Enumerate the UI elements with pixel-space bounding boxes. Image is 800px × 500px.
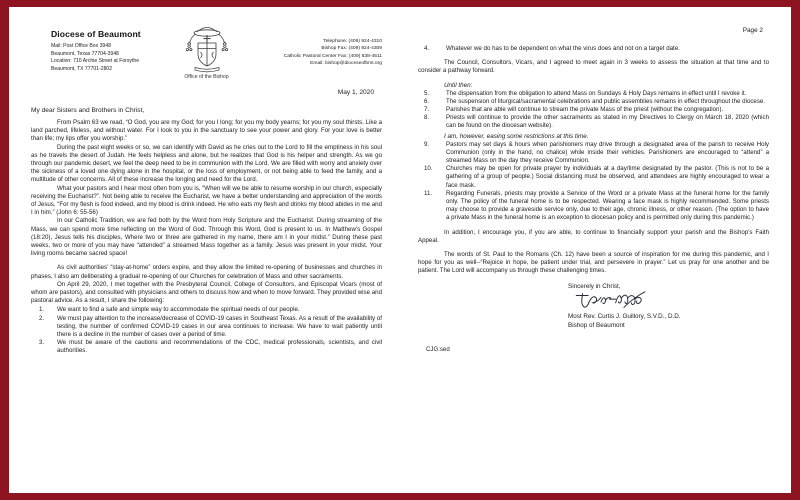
letter-date: May 1, 2020: [337, 89, 374, 96]
list-item: [31, 315, 382, 340]
bishop-fax-line: Bishop Fax: (409) 924-4309: [321, 46, 382, 52]
list-item: [31, 339, 382, 355]
list-item-number: 6.: [424, 97, 430, 105]
address-line: Location: 710 Archie Street at Forsythe: [51, 58, 140, 65]
numbered-list-page1: [31, 306, 382, 355]
list-item-number: 8.: [424, 114, 430, 122]
signature-block: [418, 283, 769, 330]
address-line: Mail: Post Office Box 3948: [51, 43, 111, 49]
list-item: [418, 106, 769, 114]
address-line: Beaumont, Texas 77704-3948: [51, 50, 119, 57]
list-item-number: 10.: [424, 165, 433, 173]
numbered-list-continued: [418, 45, 769, 53]
body-paragraph-closing: The words of St. Paul to the Romans (Ch. 12) have been a source of inspiration for me during this pandemic, and I hope for you as well--“Rejoice in hope, be patient under trial, and persevere in prayer.” Let us pray for one another and be patient. The Lord will accompany us through these challenging times.: [418, 251, 769, 275]
letterhead: [31, 21, 382, 85]
body-paragraph: What your pastors and I hear most often from you is, “When will we be able to resume worship in our church, especially receiving the Eucharist?”. Not being able to receive the Eucharist, we have a better understanding and appreciation of the words of Jesus, “For my flesh is food indeed, and my blood is drink indeed. He who eats my flesh and drinks my blood abides in me and I in him.” (John 6: 55-56): [31, 184, 382, 217]
list-item: [418, 141, 769, 166]
body-paragraph: During the past eight weeks or so, we can identify with David as he cries out to the Lord to fill the emptiness in his soul as he travels the desert of Judah. He feels helpless and alone, but he realizes that God is his helper and strength. As we go through our pandemic desert, we feel the deep need to be in communion with the Lord. We are filled with worry and anxiety over the sickness of a loved one dying alone in the hospital, or the loss of employment, or not being able to feed the family, and a multitude of other concerns. All of these increase the longing and need for the Lord.: [31, 143, 382, 184]
body-paragraph: From Psalm 63 we read, “O God, you are my God; for you I long; for you my body yearns; for you my soul thirsts. Like a land parched, lifeless, and without water. For I look to you in the sanctuary to see your power and glory. For your love is better than life; my lips offer you worship.”: [31, 119, 382, 143]
typist-initials: CJG:sed: [426, 345, 450, 353]
list-item: [418, 45, 769, 53]
signer-title: Bishop of Beaumont: [568, 321, 625, 329]
list-item-text: The dispensation from the obligation to attend Mass on Sundays & Holy Days remains in effect until I revoke it.: [446, 89, 747, 97]
list-item: [418, 90, 769, 98]
list-item-text: Parishes that are able will continue to stream the private Mass of the priest (without the congregation).: [446, 106, 724, 114]
list-item: [31, 306, 382, 314]
office-of-the-bishop-label: Office of the Bishop: [184, 74, 229, 80]
coat-of-arms-icon: [178, 21, 236, 73]
list-item-text: The suspension of liturgical/sacramental celebrations and public assemblies remains in effect throughout the diocese.: [446, 97, 766, 105]
closing-salutation: Sincerely in Christ,: [568, 282, 621, 290]
list-item: [418, 190, 769, 223]
body-paragraph: On April 29, 2020, I met together with the Presbyteral Council, College of Consultors, and Episcopal Vicars (most of whom are pastors), and consulted with physicians and others to discuss how and when to move forward. They provided wise and pastoral advice. As a result, I share the following:: [31, 280, 382, 305]
until-then-heading: Until then:: [444, 81, 473, 89]
list-item-text: Churches may be open for private prayer by individuals at a day/time designated by the pastor. (This is not to be a gathering of a group of people.) Social distancing must be observed, and attendees are highly encouraged to wear a face mask.: [446, 165, 769, 189]
body-paragraph-appeal: In addition, I encourage you, if you are able, to continue to financially support your parish and the Bishop’s Faith Appeal.: [418, 228, 769, 244]
document-pages: [9, 7, 791, 493]
list-item-text: We must be aware of the cautions and recommendations of the CDC, medical professionals, scientists, and civil authorities.: [57, 339, 382, 355]
list-item-text: We must pay attention to the increase/decrease of COVID-19 cases in Southeast Texas. As a result of the availability of testing, the number of confirmed COVID-19 cases in our area continues to increase. We have to wait patiently until there is a decline in the number of cases over a period of time.: [57, 314, 382, 339]
telephone-line: Telephone: (409) 924-4310: [323, 39, 382, 44]
handwritten-signature: [568, 290, 678, 312]
page-number: Page 2: [742, 27, 763, 34]
easing-restrictions-heading: I am, however, easing some restrictions at this time.: [444, 132, 589, 140]
numbered-list-easing: [418, 141, 769, 223]
list-item-text: Priests will continue to provide the other sacraments as stated in my Directives to Clergy on March 18, 2020 (which can be found on the diocesan website).: [446, 114, 769, 130]
signer-name: Most Rev. Curtis J. Guillory, S.V.D., D.D.: [568, 312, 681, 320]
body-paragraph-council: The Council, Consultors, Vicars, and I agreed to meet again in 3 weeks to assess the situation at that time and to consider a pathway forward.: [418, 59, 769, 75]
body-paragraph: As civil authorities’ “stay-at-home” orders expire, and they allow the limited re-opening of businesses and churches in phases, I also am deliberating a gradual re-opening of our Churches for celebration of Mass and other sacraments.: [31, 264, 382, 280]
list-item-number: 5.: [424, 89, 430, 97]
email-line: Email: bishop@dioceseofbmt.org: [310, 61, 382, 67]
organization-name: Diocese of Beaumont: [51, 29, 141, 39]
list-item: [418, 165, 769, 190]
letterhead-left-block: [51, 29, 191, 73]
list-item: [418, 114, 769, 130]
list-item-number: 11.: [424, 189, 433, 197]
list-item-number: 7.: [424, 106, 430, 114]
list-item: [418, 98, 769, 106]
list-item-text: Pastors may set days & hours when parishioners may drive through a designated area of the parish to receive Holy Communion (only in the hand, no chalice) while inside their vehicles. Parishioners are encouraged to “attend” a streamed Mass on the day they receive Communion.: [446, 140, 769, 165]
mailing-address: [51, 43, 191, 73]
letter-page-1: [9, 7, 400, 493]
list-item-number: 2.: [39, 314, 45, 322]
pastoral-center-fax-line: Catholic Pastoral Center Fax: (409) 838-4511: [283, 53, 382, 59]
body-paragraph: In our Catholic Tradition, we are fed both by the Word from Holy Scripture and the Eucharist. During streaming of the Mass, we can spend more time reflecting on the Word of God. Through this Word, God is present to us. In Matthew’s Gospel (18:20), Jesus tells his disciples, Where two or three are gathered in my name, there am I in your midst.” During these past weeks, two or more of you may have “attended” a streamed Mass together as a family. Jesus was present in your midst. Your living rooms became sacred space!: [31, 217, 382, 258]
list-item-number: 9.: [424, 140, 430, 148]
list-item-number: 4.: [424, 45, 430, 52]
list-item-number: 1.: [39, 306, 45, 314]
address-line: Beaumont, TX 77701-2802: [51, 65, 113, 72]
list-item-text: Regarding Funerals, priests may provide a Service of the Word or a private Mass at the funeral home for the family only. The policy of the funeral home is to be respected. Wearing a face mask is highly recommended. Some priests may choose to provide a graveside service only, due to their age, chronic illness, or other reason. (The option to have a private Mass in the funeral home is an exception to diocesan policy and is permitted only during this pandemic.): [446, 189, 769, 222]
salutation: My dear Sisters and Brothers in Christ,: [31, 107, 145, 114]
letterhead-contact-block: [232, 38, 382, 67]
list-item-text: We want to find a safe and simple way to accommodate the spiritual needs of our people.: [57, 306, 300, 314]
letter-page-2: [400, 7, 791, 493]
numbered-list-until-then: [418, 90, 769, 131]
list-item-number: 3.: [39, 339, 45, 347]
list-item-text: Whatever we do has to be dependent on what the virus does and not on a target date.: [446, 45, 680, 52]
